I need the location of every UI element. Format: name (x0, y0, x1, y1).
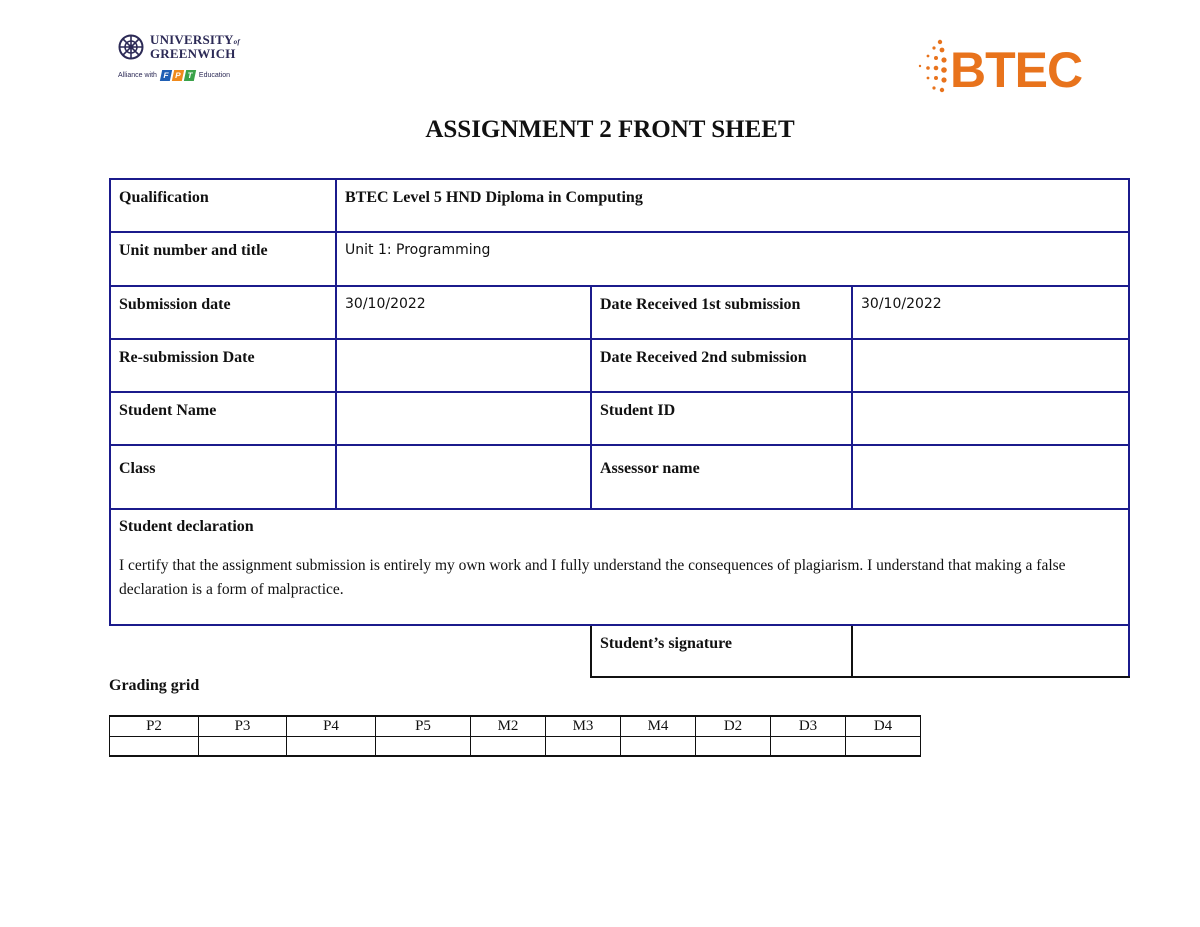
qualification-value: BTEC Level 5 HND Diploma in Computing (336, 179, 1129, 232)
unit-label: Unit number and title (110, 232, 336, 286)
declaration-text: I certify that the assignment submission is entirely my own work and I fully understand the consequences of plagiarism. I understand that making a false declaration is a form of malpractice. (119, 557, 1066, 598)
page-title: ASSIGNMENT 2 FRONT SHEET (425, 116, 795, 143)
grade-m2 (471, 736, 546, 756)
student-name-label: Student Name (110, 392, 336, 445)
criterion-p5: P5 (376, 716, 471, 736)
btec-dots-icon (910, 36, 950, 100)
grade-p2 (110, 736, 199, 756)
student-id-label: Student ID (591, 392, 852, 445)
fpt-logo (161, 70, 195, 81)
received-2nd-label: Date Received 2nd submission (591, 339, 852, 392)
class-label: Class (110, 445, 336, 509)
fpt-letter-t: T (184, 70, 196, 81)
resubmission-value (336, 339, 591, 392)
unit-value: Unit 1: Programming (336, 232, 1129, 286)
university-of: of (233, 38, 240, 46)
alliance-text: Alliance with (118, 72, 157, 79)
grading-grid-table (109, 715, 921, 757)
submission-row (110, 286, 1129, 339)
btec-logo (910, 36, 1100, 100)
grade-m4 (621, 736, 696, 756)
signature-row (110, 625, 1129, 677)
submission-date-value: 30/10/2022 (336, 286, 591, 339)
received-1st-label: Date Received 1st submission (591, 286, 852, 339)
university-of-greenwich-logo (118, 34, 258, 94)
criterion-m4: M4 (621, 716, 696, 736)
university-line2: GREENWICH (150, 46, 236, 61)
grade-p4 (287, 736, 376, 756)
criterion-m2: M2 (471, 716, 546, 736)
declaration-heading: Student declaration (119, 518, 254, 535)
grading-grid-header-row (110, 716, 921, 736)
received-1st-value: 30/10/2022 (852, 286, 1129, 339)
qualification-row (110, 179, 1129, 232)
declaration-cell (110, 509, 1129, 625)
grade-m3 (546, 736, 621, 756)
criterion-p4: P4 (287, 716, 376, 736)
btec-wordmark: BTEC (950, 42, 1083, 98)
university-line1: UNIVERSITY (150, 32, 234, 47)
grade-d4 (846, 736, 921, 756)
criterion-p2: P2 (110, 716, 199, 736)
qualification-label: Qualification (110, 179, 336, 232)
student-row (110, 392, 1129, 445)
criterion-m3: M3 (546, 716, 621, 736)
grading-grid-title: Grading grid (109, 677, 200, 694)
student-name-value (336, 392, 591, 445)
signature-spacer (110, 625, 591, 677)
grade-p3 (199, 736, 287, 756)
student-id-value (852, 392, 1129, 445)
grading-grid-value-row (110, 736, 921, 756)
received-2nd-value (852, 339, 1129, 392)
grade-d2 (696, 736, 771, 756)
criterion-p3: P3 (199, 716, 287, 736)
signature-field (852, 625, 1129, 677)
unit-row (110, 232, 1129, 286)
fpt-letter-f: F (160, 70, 172, 81)
fpt-letter-p: P (172, 70, 184, 81)
criterion-d2: D2 (696, 716, 771, 736)
signature-label: Student’s signature (591, 625, 852, 677)
class-row (110, 445, 1129, 509)
resubmission-row (110, 339, 1129, 392)
declaration-row (110, 509, 1129, 625)
criterion-d4: D4 (846, 716, 921, 736)
resubmission-label: Re-submission Date (110, 339, 336, 392)
greenwich-crest-icon (118, 34, 144, 60)
assessor-label: Assessor name (591, 445, 852, 509)
education-text: Education (198, 72, 231, 79)
submission-date-label: Submission date (110, 286, 336, 339)
grade-p5 (376, 736, 471, 756)
front-sheet-table (109, 178, 1130, 678)
class-value (336, 445, 591, 509)
grade-d3 (771, 736, 846, 756)
criterion-d3: D3 (771, 716, 846, 736)
assessor-value (852, 445, 1129, 509)
